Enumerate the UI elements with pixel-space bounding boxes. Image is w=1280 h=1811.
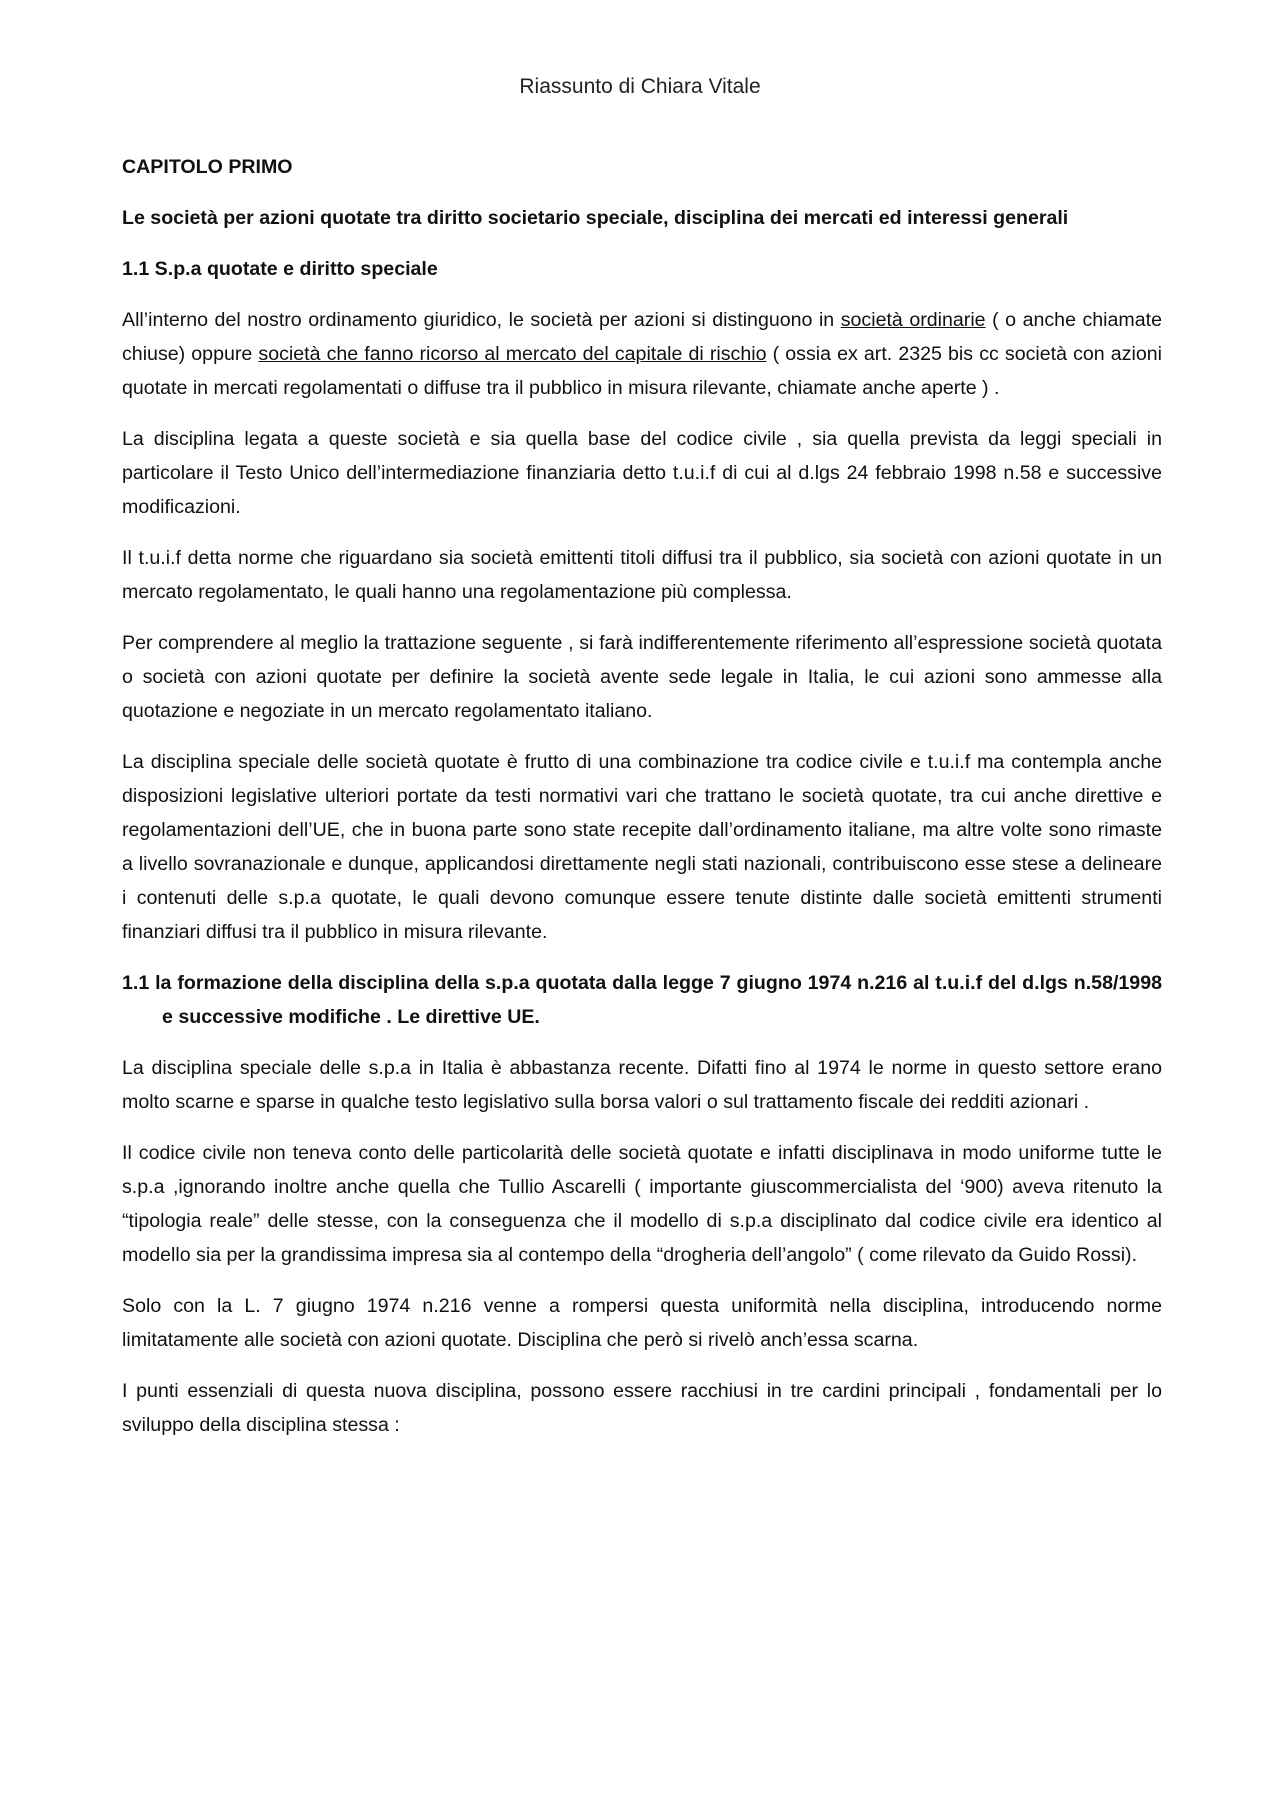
document-body [122, 150, 1162, 1459]
chapter-title: CAPITOLO PRIMO [122, 156, 293, 178]
paragraph [122, 303, 1162, 405]
section-heading: 1.1 la formazione della disciplina della s.p.a quotata dalla legge 7 giugno 1974 n.216 al t.u.i.f del d.lgs n.58/1998 e successive modifiche . Le direttive UE. [122, 972, 1162, 1028]
paragraph-text: ( o anche chiamate chiuse) oppure [122, 309, 1162, 365]
paragraph: La disciplina speciale delle s.p.a in Italia è abbastanza recente. Difatti fino al 1974 le norme in questo settore erano molto scarne e sparse in qualche testo legislativo sulla borsa valori o sul trattamento fiscale dei redditi azionari . [122, 1057, 1162, 1113]
paragraph: Il codice civile non teneva conto delle particolarità delle società quotate e infatti disciplinava in modo uniforme tutte le s.p.a ,ignorando inoltre anche quella che Tullio Ascarelli ( importante giuscommercialista del ‘900) aveva ritenuto la “tipologia reale” delle stesse, con la conseguenza che il modello di s.p.a disciplinato dal codice civile era identico al modello sia per la grandissima impresa sia al contempo della “drogheria dell’angolo” ( come rilevato da Guido Rossi). [122, 1142, 1162, 1266]
paragraph: Per comprendere al meglio la trattazione seguente , si farà indifferentemente riferimento all’espressione società quotata o società con azioni quotate per definire la società avente sede legale in Italia, le cui azioni sono ammesse alla quotazione e negoziate in un mercato regolamentato italiano. [122, 632, 1162, 722]
underlined-term: società ordinarie [840, 309, 986, 331]
paragraph-text: ( ossia ex art. 2325 bis cc società con azioni quotate in mercati regolamentati o diffuse tra il pubblico in misura rilevante, chiamate anche aperte ) . [122, 343, 1162, 399]
underlined-term: società che fanno ricorso al mercato del capitale di rischio [258, 343, 767, 365]
paragraph: La disciplina legata a queste società e sia quella base del codice civile , sia quella prevista da leggi speciali in particolare il Testo Unico dell’intermediazione finanziaria detto t.u.i.f di cui al d.lgs 24 febbraio 1998 n.58 e successive modificazioni. [122, 428, 1162, 518]
paragraph-text: All’interno del nostro ordinamento giuridico, le società per azioni si distinguono in [122, 309, 841, 331]
paragraph: Il t.u.i.f detta norme che riguardano sia società emittenti titoli diffusi tra il pubblico, sia società con azioni quotate in un mercato regolamentato, le quali hanno una regolamentazione più complessa. [122, 547, 1162, 603]
section-heading: 1.1 S.p.a quotate e diritto speciale [122, 258, 438, 280]
paragraph: I punti essenziali di questa nuova disciplina, possono essere racchiusi in tre cardini principali , fondamentali per lo sviluppo della disciplina stessa : [122, 1380, 1162, 1436]
paragraph: La disciplina speciale delle società quotate è frutto di una combinazione tra codice civile e t.u.i.f ma contempla anche disposizioni legislative ulteriori portate da testi normativi vari che trattano le società quotate, tra cui anche direttive e regolamentazioni dell’UE, che in buona parte sono state recepite dall’ordinamento italiane, ma altre volte sono rimaste a livello sovranazionale e dunque, applicandosi direttamente negli stati nazionali, contribuiscono esse stese a delineare i contenuti delle s.p.a quotate, le quali devono comunque essere tenute distinte dalle società emittenti strumenti finanziari diffusi tra il pubblico in misura rilevante. [122, 751, 1162, 943]
paragraph: Solo con la L. 7 giugno 1974 n.216 venne a rompersi questa uniformità nella disciplina, introducendo norme limitatamente alle società con azioni quotate. Disciplina che però si rivelò anch’essa scarna. [122, 1295, 1162, 1351]
chapter-subtitle: Le società per azioni quotate tra diritto societario speciale, disciplina dei mercati ed interessi generali [122, 207, 1069, 229]
running-header: Riassunto di Chiara Vitale [519, 75, 761, 98]
